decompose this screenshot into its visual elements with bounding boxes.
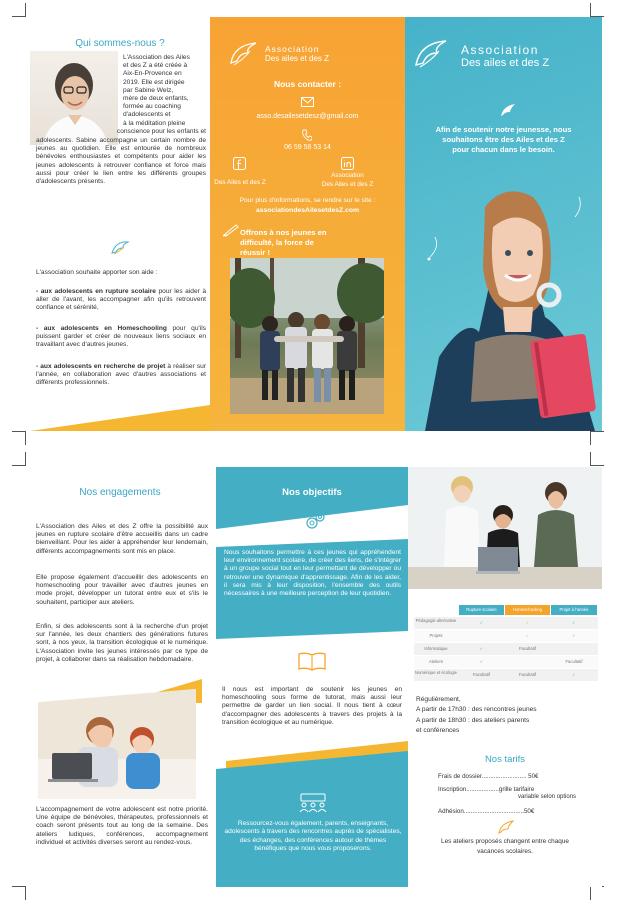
note-line: vacances scolaires. xyxy=(477,848,533,855)
schedule-line: A partir de 17h30 : des rencontres jeunes xyxy=(416,706,537,714)
schedule-line: et conférences xyxy=(416,727,460,735)
wing-logo-icon xyxy=(413,37,453,69)
help-intro: L'association souhaite apporter son aide : xyxy=(36,269,158,276)
phone-text[interactable]: 06 59 58 53 14 xyxy=(284,144,331,151)
tarif-row xyxy=(438,773,588,780)
teens-laptop-photo xyxy=(408,467,602,589)
about-line: et des Z a été créée à xyxy=(123,62,188,70)
cover-girl-photo xyxy=(405,167,602,431)
parent-child-photo xyxy=(38,689,196,799)
table-row-label: Ateliers xyxy=(429,659,443,664)
contact-title: Nous contacter : xyxy=(273,79,342,89)
objectives-heading: Nos objectifs xyxy=(282,487,342,498)
info-text: Pour plus d'informations, se rendre sur le site : xyxy=(239,197,376,204)
brochure-outside xyxy=(30,17,602,431)
about-line: 2019. Elle est dirigée xyxy=(123,78,185,86)
table-row xyxy=(414,669,598,681)
table-row xyxy=(414,643,598,655)
panel-engagements xyxy=(30,467,210,887)
tarif-label: Frais de dossier xyxy=(438,773,482,780)
tagline-line: souhaitons être des Ailes et des Z xyxy=(442,135,565,144)
table-cell: Facultatif xyxy=(519,672,536,677)
tagline-line: pour chacun dans le besoin. xyxy=(452,145,555,154)
table-cell: ✓ xyxy=(479,646,484,651)
tarif-label: Adhésion xyxy=(438,808,464,815)
tarif-row xyxy=(438,808,588,815)
table-cell: ✓ xyxy=(572,620,576,625)
table-cell: Facultatif xyxy=(565,659,583,664)
tarif-dots: ................... xyxy=(466,786,499,793)
linkedin-line2[interactable]: Des Ailes et des Z xyxy=(321,181,374,188)
table-cell: ✓ xyxy=(479,659,484,664)
email-text[interactable]: asso.desailesetdesz@gmail.com xyxy=(256,113,359,120)
engagement-paragraph: L'Association des Ailes et des Z offre la possibilité aux jeunes en rupture scolaire d'être accueillis dans un cadre bienveillant. Pour les aider à appréhender leur lendemain, différents accompagnements sont mis en place. xyxy=(36,523,208,555)
group-photo xyxy=(230,258,384,414)
tarifs-heading: Nos tarifs xyxy=(484,754,526,765)
crop-mark xyxy=(590,886,604,900)
help-item xyxy=(36,288,206,313)
slogan xyxy=(240,228,370,258)
tarif-row xyxy=(438,786,593,793)
engagements-heading: Nos engagements xyxy=(79,487,161,498)
table-row-label: Pédagogie alternative xyxy=(415,618,457,623)
about-intro-right xyxy=(123,54,205,128)
yellow-accent-shape xyxy=(30,405,210,431)
crop-mark xyxy=(590,452,604,466)
table-cell: ✓ xyxy=(479,620,484,625)
tarif-sub: variable selon options xyxy=(518,794,577,800)
tarif-price: 50€ xyxy=(523,808,535,815)
about-line: conscience pour les enfants et xyxy=(116,128,206,135)
help-item-text: pour les aider à aller de l'avant, les accompagner afin qu'ils retrouvent confiance et sérénité, xyxy=(36,288,206,312)
engagement-paragraph: Elle propose également d'accueillir des adolescents en homeschooling pour travailler avec d'autres jeunes en mode projet, développer un tutorat entre eux et s'ils le souhaitent, participer aux ateliers. xyxy=(36,574,208,606)
schedule-line: A partir de 18h30 : des ateliers parents xyxy=(416,716,530,724)
slogan-line: Offrons à nos jeunes en xyxy=(240,228,327,237)
schedule-block xyxy=(416,695,596,737)
cover-logo-line2: Des ailes et des Z xyxy=(461,57,550,69)
about-line: Aix-En-Provence en xyxy=(123,70,182,78)
note-line: Les ateliers proposés changent entre chaque xyxy=(441,838,569,845)
help-item-title: - aux adolescents en recherche de projet xyxy=(36,363,166,370)
brochure-inside xyxy=(30,467,602,887)
panel-cover xyxy=(405,17,602,431)
pen-icon xyxy=(222,223,240,237)
note-block xyxy=(408,837,602,857)
table-row xyxy=(414,617,598,629)
crop-mark xyxy=(590,3,604,17)
phone-icon xyxy=(302,129,312,141)
objectives-text: Nous souhaitons permettre à ces jeunes qui appréhendent leur environnement scolaire, de créer des liens, de s'intégrer à un groupe social tout en leur permettant de développer ou retrouver une dynamique d'apprentissage. Afin de les aider, il sera mis à leur disposition, l'ensemble des outils nécessaires à une meilleure perception de leur quotidien. xyxy=(224,549,401,598)
panel-schedule xyxy=(408,467,602,887)
tarif-dots: ................................... xyxy=(463,808,524,815)
feather-icon xyxy=(498,820,514,834)
table-cell: ✓ xyxy=(572,672,576,677)
help-item xyxy=(36,363,206,388)
panel-about xyxy=(30,17,210,431)
logo-line1: Association xyxy=(265,44,320,54)
slogan-line: difficulté, la force de xyxy=(240,238,314,247)
feather-icon xyxy=(500,103,516,117)
help-item-text: pour qu'ils puissent garder et créer de nouveaux liens sociaux en travaillant avec d'autres jeunes. xyxy=(36,325,206,349)
tutoring-photo xyxy=(38,689,196,799)
table-cell: ✓ xyxy=(525,620,530,625)
wing-icon xyxy=(110,239,132,257)
about-heading: Qui sommes-nous ? xyxy=(75,38,165,49)
table-cell: ✓ xyxy=(525,633,530,638)
resources-text: Ressourcez-vous également, parents, enseignants, adolescents à travers des rencontres auprès de spécialistes, des échanges, des conférences autour de thèmes bénéfiques que nous vous proposerons. xyxy=(224,820,402,853)
help-item-title: - aux adolescents en Homeschooling xyxy=(36,325,167,332)
table-header-row xyxy=(459,605,597,615)
about-line: par Sabine Welz, xyxy=(123,86,174,94)
tarif-price: 50€ xyxy=(528,773,539,780)
crop-mark xyxy=(12,886,26,900)
about-line: d'adolescents et xyxy=(123,111,171,119)
teens-hugging-photo xyxy=(230,258,384,414)
table-row xyxy=(414,656,598,668)
meeting-icon xyxy=(297,793,329,813)
crop-mark xyxy=(12,452,26,466)
teal-footer-shape xyxy=(216,741,408,887)
about-intro-rest: adolescents. Sabine accompagne un certain nombre de jeunes au quotidien. Elle est entourée de nombreux bénévoles enthousiastes et compétents pour aider les jeunes adolescents à retrouver confiance et force mais aussi pour créer le lien entre les différents groupes d'adolescents présents. xyxy=(36,137,206,186)
gears-icon xyxy=(304,511,326,531)
crop-mark xyxy=(12,431,26,445)
linkedin-line1[interactable]: Association xyxy=(331,172,364,179)
wing-logo-icon xyxy=(228,39,262,67)
help-item-title: - aux adolescents en rupture scolaire xyxy=(36,288,156,295)
table-header-cell: Homeschooling xyxy=(505,605,550,615)
about-line: à la méditation pleine xyxy=(123,119,186,127)
book-icon xyxy=(298,651,326,671)
email-icon xyxy=(301,97,314,107)
table-cell: Facultatif xyxy=(519,646,536,651)
about-line: L'Association des Ailes xyxy=(123,54,190,61)
table-cell: ✓ xyxy=(572,633,576,638)
facebook-icon xyxy=(233,157,246,170)
website-link[interactable]: associationdesAilesetdesZ.com xyxy=(255,207,360,214)
table-header-cell: Projet à l'année xyxy=(551,605,597,615)
table-row xyxy=(414,630,598,642)
table-row-label: Numérique et écologie xyxy=(415,670,457,675)
table-row-label: Projets xyxy=(429,633,443,638)
tagline-line: Afin de soutenir notre jeunesse, nous xyxy=(435,125,572,134)
cover-logo-line1: Association xyxy=(461,43,539,57)
crop-mark xyxy=(590,431,604,445)
help-item xyxy=(36,325,206,350)
panel-contact xyxy=(210,17,405,431)
about-line: formée au coaching xyxy=(123,103,181,111)
linkedin-icon xyxy=(341,157,354,170)
schedule-line: Régulièrement, xyxy=(416,696,461,703)
table-cell: Facultatif xyxy=(473,672,490,677)
table-header-cell: Rupture scolaire xyxy=(459,605,504,615)
cover-tagline xyxy=(409,125,598,155)
crop-mark xyxy=(12,3,26,17)
tarif-dots: .......................... xyxy=(481,773,527,780)
table-row-label: Informatique xyxy=(424,646,448,651)
slogan-line: réussir ! xyxy=(240,248,270,257)
panel-objectives xyxy=(216,467,408,887)
help-item-text: à réaliser sur l'année, en collaboration avec d'autres associations et différents professionnels. xyxy=(36,363,206,387)
teens-laptop-image xyxy=(408,467,602,589)
tarif-label: Inscription xyxy=(438,786,467,793)
facebook-text[interactable]: Des Ailes et des Z xyxy=(214,179,266,186)
logo-line2: Des ailes et des Z xyxy=(265,54,330,63)
engagement-bottom-text: L'accompagnement de votre adolescent est notre priorité. Une équipe de bénévoles, thérapeutes, professionnels et coach seront présents tout au long de la semaine. Des ateliers ludiques, conférences, accompagnement individuel et activités diverses seront au rendez-vous. xyxy=(36,806,208,846)
support-text: Il nous est important de soutenir les jeunes en homeschooling sous forme de tutorat, mais aussi leur permettre de garder un lien social. Il nous tient à cœur d'accompagner des adolescents à travers des projets à la transition écologique et au numérique. xyxy=(222,686,402,726)
tarif-price: grille tarifaire xyxy=(498,786,535,793)
about-line: mère de deux enfants, xyxy=(123,95,189,103)
engagement-paragraph: Enfin, si des adolescents sont à la recherche d'un projet sur l'année, les deux chantiers des générations futures sont, à nos yeux, la transition écologique et le numérique. L'Association invite les jeunes intéressés par ce type de projet, à collaborer dans sa réalisation hebdomadaire. xyxy=(36,623,208,663)
